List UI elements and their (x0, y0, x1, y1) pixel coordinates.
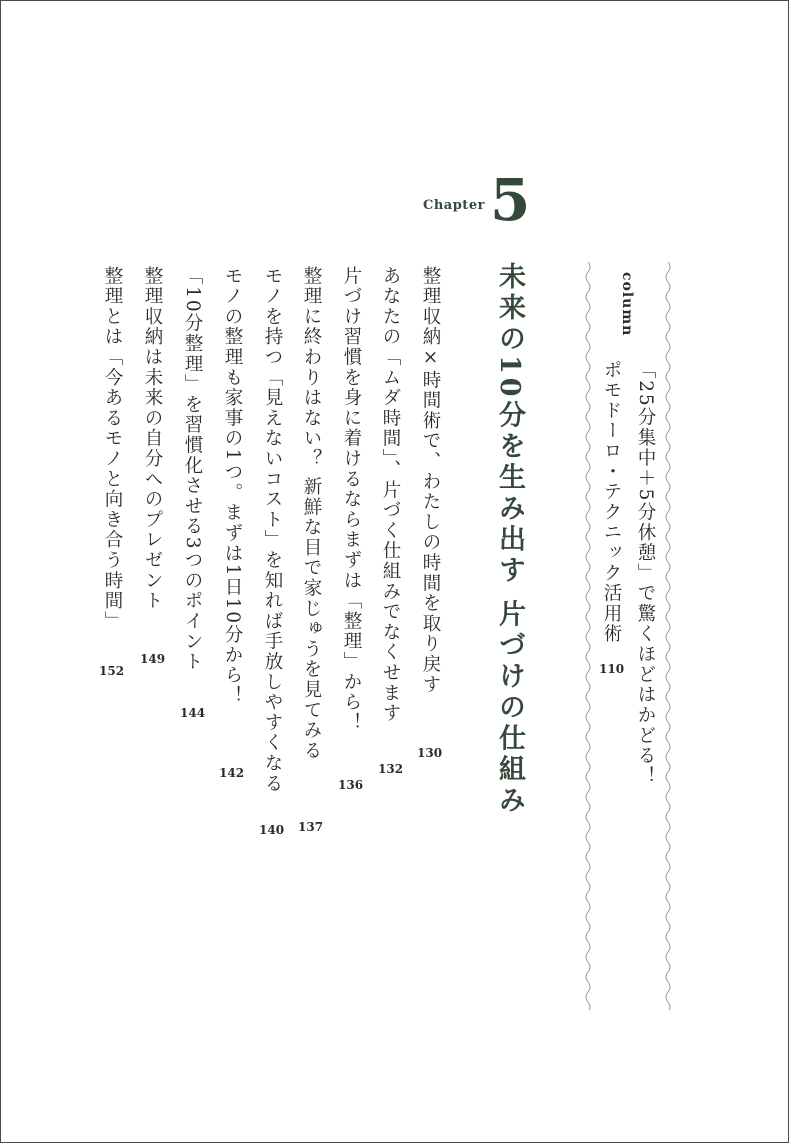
toc-page-9: 152 (99, 664, 125, 678)
toc-entry-5[interactable]: モノを持つ「見えないコスト」を知れば手放しやすくなる (262, 266, 283, 794)
toc-entry-6[interactable]: モノの整理も家事の1つ。まずは1日10分から！ (222, 266, 243, 706)
toc-page-4: 137 (298, 820, 324, 834)
column-title-line2: ポモドーロ・テクニック活用術 (601, 360, 622, 645)
toc-page-7: 144 (180, 706, 206, 720)
toc-page-8: 149 (140, 652, 166, 666)
chapter-label: Chapter (423, 198, 485, 213)
column-title-line1: 「25分集中＋5分休憩」で驚くほどはかどる！ (635, 360, 656, 787)
chapter-title: 未来の10分を生み出す 片づけの仕組み (494, 262, 525, 817)
toc-entry-8[interactable]: 整理収納は未来の自分へのプレゼント (142, 266, 163, 612)
toc-page-5: 140 (259, 823, 285, 837)
toc-entry-3[interactable]: 片づけ習慣を身に着けるならまずは「整理」から！ (341, 266, 362, 733)
toc-entry-4[interactable]: 整理に終わりはない？ 新鮮な目で家じゅうを見てみる (301, 266, 322, 761)
toc-page-1: 130 (417, 746, 443, 760)
toc-page-2: 132 (378, 762, 404, 776)
toc-entry-2[interactable]: あなたの「ムダ時間」、片づく仕組みでなくせます (380, 266, 401, 724)
toc-entry-1[interactable]: 整理収納×時間術で、わたしの時間を取り戻す (420, 266, 441, 695)
column-label: column (619, 272, 635, 337)
column-wavy-border-left (582, 262, 594, 1010)
column-page-number: 110 (599, 662, 625, 676)
column-wavy-border-right (662, 262, 674, 1010)
toc-page-3: 136 (338, 778, 364, 792)
toc-entry-9[interactable]: 整理とは「今あるモノと向き合う時間」 (102, 266, 123, 632)
chapter-number: 5 (490, 166, 531, 234)
toc-entry-7[interactable]: 「10分整理」を習慣化させる3つのポイント (182, 266, 203, 673)
toc-page-6: 142 (219, 766, 245, 780)
